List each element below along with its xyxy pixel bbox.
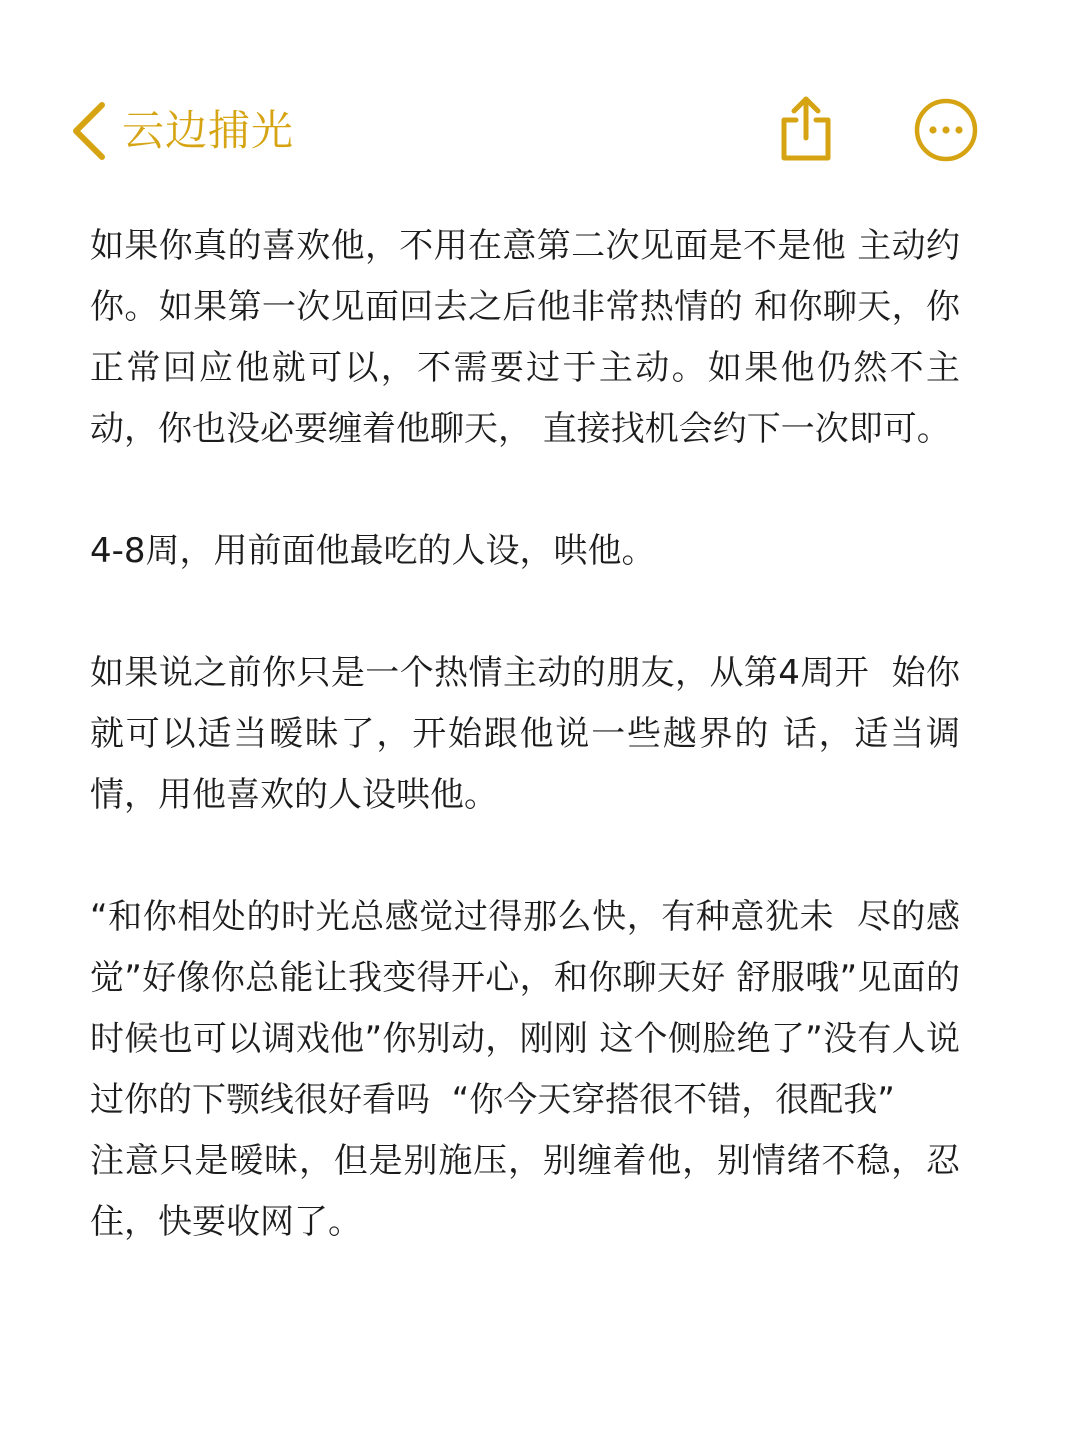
note-paragraph-1: 如果你真的喜欢他，不用在意第二次见面是不是他 主动约你。如果第一次见面回去之后他非常热情的 和你聊天，你正常回应他就可以，不需要过于主动。如果他仍然不主动，你也没必要缠着他聊天， 直接找机会约下一次即可。 bbox=[90, 226, 960, 449]
paragraph-spacer bbox=[90, 826, 960, 887]
more-ellipsis-icon[interactable] bbox=[912, 96, 980, 164]
navigation-bar bbox=[0, 90, 1080, 174]
note-paragraph-5: 注意只是暧昧，但是别施压，别缠着他，别情绪不稳，忍住，快要收网了。 bbox=[90, 1141, 960, 1242]
back-button-label: 云边捕光 bbox=[122, 106, 295, 155]
note-paragraph-2: 4-8周，用前面他最吃的人设，哄他。 bbox=[90, 531, 656, 571]
paragraph-spacer bbox=[90, 460, 960, 521]
note-paragraph-3: 如果说之前你只是一个热情主动的朋友，从第4周开 始你就可以适当暧昧了，开始跟他说一些越界的 话，适当调情，用他喜欢的人设哄他。 bbox=[90, 653, 960, 815]
chevron-left-icon bbox=[68, 99, 110, 163]
paragraph-spacer bbox=[90, 582, 960, 643]
back-button[interactable] bbox=[68, 96, 294, 166]
note-paragraph-4: “和你相处的时光总感觉过得那么快，有种意犹未 尽的感觉”好像你总能让我变得开心，和你聊天好 舒服哦”见面的时候也可以调戏他”你别动，刚刚 这个侧脸绝了”没有人说过你的下颚线很好看吗 “你今天穿搭很不错，很配我” bbox=[90, 897, 960, 1120]
share-icon[interactable] bbox=[776, 94, 836, 164]
note-body[interactable] bbox=[90, 216, 960, 1253]
